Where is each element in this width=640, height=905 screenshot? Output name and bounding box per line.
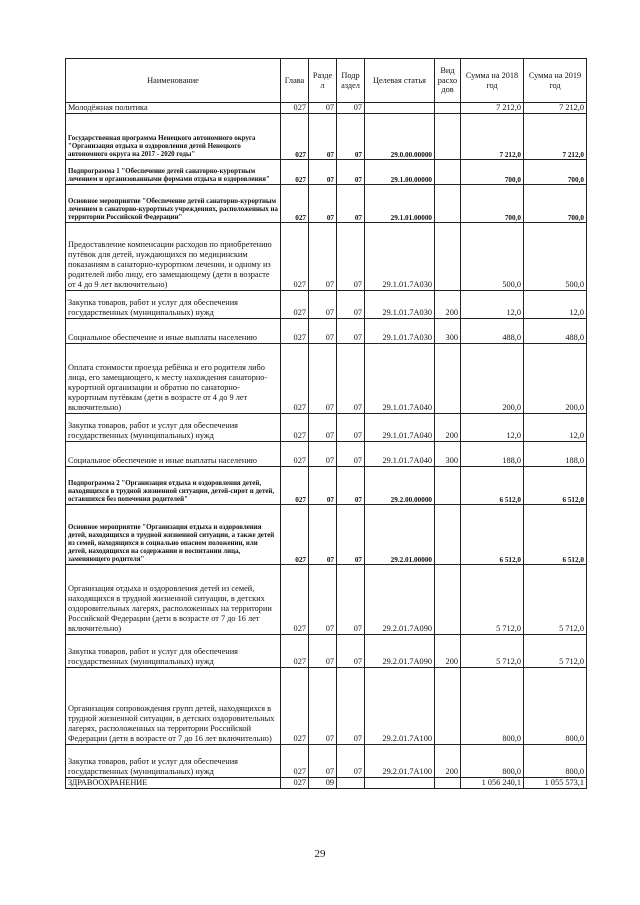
row-sum-2019: 7 212,0: [524, 103, 587, 114]
row-vid: [435, 103, 461, 114]
row-name: Закупка товаров, работ и услуг для обеспечения государственных (муниципальных) нужд: [66, 744, 281, 777]
row-sum-2018: 800,0: [461, 744, 524, 777]
row-vid: [435, 777, 461, 788]
row-razdel: 07: [309, 634, 337, 667]
row-podrazdel: 07: [337, 744, 365, 777]
row-target: 29.2.01.00000: [365, 504, 435, 564]
row-name: Оплата стоимости проезда ребёнка и его родителя либо лица, его замещающего, к месту нахождения санаторно-курортной организации и обратно по санаторно-курортным путёвкам (дети в возрасте от 4 до 9 лет включительно): [66, 343, 281, 413]
row-sum-2019: 488,0: [524, 318, 587, 343]
table-row: [66, 343, 587, 413]
row-sum-2018: 7 212,0: [461, 113, 524, 159]
row-vid: 200: [435, 634, 461, 667]
row-vid: 200: [435, 413, 461, 441]
row-razdel: 07: [309, 744, 337, 777]
row-sum-2019: 12,0: [524, 413, 587, 441]
row-name: Организация сопровождения групп детей, находящихся в трудной жизненной ситуации, в детских оздоровительных лагерях, расположенных на территории Российской Федерации (дети в возрасте от 7 до 16 лет включительно): [66, 667, 281, 744]
row-name: Подпрограмма 2 "Организация отдыха и оздоровления детей, находящихся в трудной жизненной ситуации, детей-сирот и детей, оставшихся без попечения родителей": [66, 466, 281, 504]
row-target: 29.1.01.7А040: [365, 413, 435, 441]
row-razdel: 07: [309, 222, 337, 290]
row-podrazdel: 07: [337, 103, 365, 114]
row-glava: 027: [281, 777, 309, 788]
row-podrazdel: 07: [337, 222, 365, 290]
row-sum-2018: 700,0: [461, 184, 524, 222]
row-vid: [435, 184, 461, 222]
row-name: Основное мероприятие "Организация отдыха и оздоровления детей, находящихся в трудной жизненной ситуации, а также детей из семей, находящихся в социально опасном положении, или детей, находящихся на содержании и воспитании лица, заменяющего родителя": [66, 504, 281, 564]
table-row: [66, 222, 587, 290]
row-sum-2019: 200,0: [524, 343, 587, 413]
row-vid: [435, 466, 461, 504]
table-row: [66, 413, 587, 441]
table-row: [66, 667, 587, 744]
row-sum-2019: 5 712,0: [524, 564, 587, 634]
row-glava: 027: [281, 744, 309, 777]
row-target: 29.1.00.00000: [365, 159, 435, 184]
row-target: 29.2.01.7А090: [365, 634, 435, 667]
row-target: 29.1.01.7А030: [365, 318, 435, 343]
row-podrazdel: 07: [337, 318, 365, 343]
row-podrazdel: 07: [337, 113, 365, 159]
table-row: [66, 504, 587, 564]
row-vid: [435, 504, 461, 564]
row-razdel: 07: [309, 667, 337, 744]
row-name: Закупка товаров, работ и услуг для обеспечения государственных (муниципальных) нужд: [66, 290, 281, 318]
row-razdel: 07: [309, 504, 337, 564]
row-sum-2018: 7 212,0: [461, 103, 524, 114]
row-sum-2018: 188,0: [461, 441, 524, 466]
row-target: [365, 103, 435, 114]
row-glava: 027: [281, 343, 309, 413]
row-target: 29.2.00.00000: [365, 466, 435, 504]
row-razdel: 07: [309, 413, 337, 441]
header-sum-2018: Сумма на 2018 год: [461, 59, 524, 103]
row-razdel: 07: [309, 113, 337, 159]
row-razdel: 07: [309, 466, 337, 504]
row-podrazdel: 07: [337, 466, 365, 504]
row-glava: 027: [281, 103, 309, 114]
row-vid: [435, 222, 461, 290]
row-glava: 027: [281, 184, 309, 222]
row-name: Предоставление компенсации расходов по приобретению путёвок для детей, нуждающихся по медицинским показаниям в санаторно-курортном лечении, и одному из родителей либо лицу, его замещающему (дети в возрасте от 4 до 9 лет включительно): [66, 222, 281, 290]
row-name: Социальное обеспечение и иные выплаты населению: [66, 441, 281, 466]
row-vid: 300: [435, 318, 461, 343]
row-sum-2019: 12,0: [524, 290, 587, 318]
row-podrazdel: 07: [337, 634, 365, 667]
row-sum-2019: 188,0: [524, 441, 587, 466]
row-name: Молодёжная политика: [66, 103, 281, 114]
header-podrazdel: Подр аздел: [337, 59, 365, 103]
row-razdel: 07: [309, 318, 337, 343]
row-razdel: 07: [309, 159, 337, 184]
row-glava: 027: [281, 413, 309, 441]
row-razdel: 07: [309, 103, 337, 114]
table-row: [66, 744, 587, 777]
row-target: 29.1.01.7А030: [365, 222, 435, 290]
row-vid: 200: [435, 290, 461, 318]
header-target: Целевая статья: [365, 59, 435, 103]
row-sum-2019: 500,0: [524, 222, 587, 290]
table-row: [66, 466, 587, 504]
row-name: Социальное обеспечение и иные выплаты населению: [66, 318, 281, 343]
row-sum-2018: 5 712,0: [461, 564, 524, 634]
row-podrazdel: 07: [337, 290, 365, 318]
table-row: [66, 184, 587, 222]
row-sum-2018: 6 512,0: [461, 466, 524, 504]
row-razdel: 09: [309, 777, 337, 788]
row-glava: 027: [281, 504, 309, 564]
row-vid: [435, 343, 461, 413]
row-name: Подпрограмма 1 "Обеспечение детей санаторно-курортным лечением и организованными формами отдыха и оздоровления": [66, 159, 281, 184]
row-glava: 027: [281, 466, 309, 504]
budget-table: [65, 58, 587, 789]
row-vid: [435, 159, 461, 184]
row-sum-2018: 700,0: [461, 159, 524, 184]
table-row: [66, 777, 587, 788]
row-glava: 027: [281, 318, 309, 343]
row-target: 29.2.01.7А090: [365, 564, 435, 634]
row-podrazdel: 07: [337, 159, 365, 184]
table-row: [66, 564, 587, 634]
row-sum-2019: 700,0: [524, 184, 587, 222]
row-name: Закупка товаров, работ и услуг для обеспечения государственных (муниципальных) нужд: [66, 634, 281, 667]
page-number: 29: [314, 848, 326, 860]
header-sum-2019: Сумма на 2019 год: [524, 59, 587, 103]
table-body: [66, 103, 587, 789]
row-podrazdel: 07: [337, 343, 365, 413]
row-glava: 027: [281, 564, 309, 634]
row-sum-2018: 800,0: [461, 667, 524, 744]
row-target: 29.1.01.00000: [365, 184, 435, 222]
row-sum-2019: 6 512,0: [524, 466, 587, 504]
row-target: 29.1.01.7А030: [365, 290, 435, 318]
table-row: [66, 318, 587, 343]
row-sum-2019: 800,0: [524, 744, 587, 777]
row-razdel: 07: [309, 290, 337, 318]
table-row: [66, 290, 587, 318]
row-sum-2018: 1 056 240,1: [461, 777, 524, 788]
row-vid: 200: [435, 744, 461, 777]
row-razdel: 07: [309, 343, 337, 413]
row-razdel: 07: [309, 184, 337, 222]
row-glava: 027: [281, 290, 309, 318]
row-sum-2018: 200,0: [461, 343, 524, 413]
row-podrazdel: 07: [337, 667, 365, 744]
row-razdel: 07: [309, 564, 337, 634]
row-sum-2019: 6 512,0: [524, 504, 587, 564]
row-podrazdel: 07: [337, 413, 365, 441]
header-glava: Глава: [281, 59, 309, 103]
row-vid: [435, 113, 461, 159]
row-name: Основное мероприятие "Обеспечение детей санаторно-курортным лечением в санаторно-курортных учреждениях, расположенных на территории Российской Федерации": [66, 184, 281, 222]
row-razdel: 07: [309, 441, 337, 466]
row-sum-2018: 5 712,0: [461, 634, 524, 667]
row-name: Организация отдыха и оздоровления детей из семей, находящихся в трудной жизненной ситуации, в детских оздоровительных лагерях, расположенных на территории Российской Федерации (дети в возрасте от 7 до 16 лет включительно): [66, 564, 281, 634]
row-sum-2019: 5 712,0: [524, 634, 587, 667]
row-sum-2018: 500,0: [461, 222, 524, 290]
table-row: [66, 159, 587, 184]
table-row: [66, 113, 587, 159]
header-name: Наименование: [66, 59, 281, 103]
row-podrazdel: 07: [337, 504, 365, 564]
row-vid: [435, 667, 461, 744]
row-target: [365, 777, 435, 788]
row-name: ЗДРАВООХРАНЕНИЕ: [66, 777, 281, 788]
row-sum-2019: 700,0: [524, 159, 587, 184]
row-sum-2018: 488,0: [461, 318, 524, 343]
table-header-row: [66, 59, 587, 103]
row-podrazdel: 07: [337, 564, 365, 634]
row-glava: 027: [281, 667, 309, 744]
row-sum-2019: 7 212,0: [524, 113, 587, 159]
table-row: [66, 634, 587, 667]
row-target: 29.2.01.7А100: [365, 744, 435, 777]
row-glava: 027: [281, 441, 309, 466]
row-name: Закупка товаров, работ и услуг для обеспечения государственных (муниципальных) нужд: [66, 413, 281, 441]
row-podrazdel: 07: [337, 184, 365, 222]
header-razdel: Разде л: [309, 59, 337, 103]
row-name: Государственная программа Ненецкого автономного округа "Организация отдыха и оздоровления детей Ненецкого автономного округа на 2017 - 2020 годы": [66, 113, 281, 159]
row-sum-2018: 12,0: [461, 413, 524, 441]
row-target: 29.0.00.00000: [365, 113, 435, 159]
row-vid: [435, 564, 461, 634]
row-podrazdel: 07: [337, 441, 365, 466]
row-sum-2018: 12,0: [461, 290, 524, 318]
row-sum-2019: 800,0: [524, 667, 587, 744]
row-target: 29.1.01.7А040: [365, 343, 435, 413]
row-glava: 027: [281, 113, 309, 159]
row-glava: 027: [281, 634, 309, 667]
table-row: [66, 441, 587, 466]
row-target: 29.2.01.7А100: [365, 667, 435, 744]
row-glava: 027: [281, 159, 309, 184]
row-sum-2019: 1 055 573,1: [524, 777, 587, 788]
row-podrazdel: [337, 777, 365, 788]
row-glava: 027: [281, 222, 309, 290]
row-sum-2018: 6 512,0: [461, 504, 524, 564]
row-target: 29.1.01.7А040: [365, 441, 435, 466]
row-vid: 300: [435, 441, 461, 466]
table-row: [66, 103, 587, 114]
header-vid: Вид расхо дов: [435, 59, 461, 103]
